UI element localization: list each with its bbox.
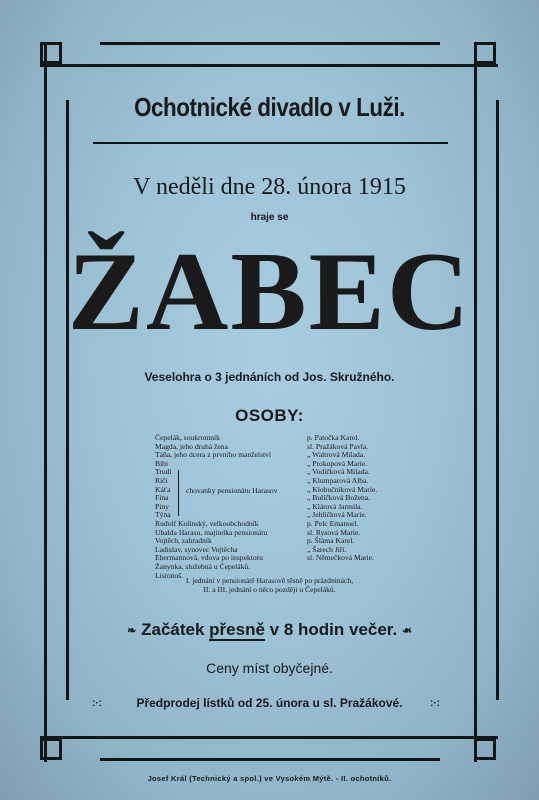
printer-imprint: Josef Král (Technický a spol.) ve Vysokém Mýtě. - II. ochotníků. (147, 774, 392, 783)
cast-row (155, 494, 405, 503)
cast-actor: „ Klátová Jarmila. (307, 501, 363, 511)
frame-corner-tr (474, 42, 496, 64)
cast-actor: „ Waltrová Milada. (307, 450, 366, 460)
frame-corner-tl (40, 42, 62, 64)
cast-list (155, 434, 405, 580)
cast-row (155, 443, 405, 452)
cast-row (155, 563, 405, 572)
cast-group-brace (178, 470, 182, 516)
frame-right-line (474, 42, 477, 762)
cast-actor: „ Prokopová Marie. (307, 458, 368, 468)
cast-actor: p. Pelc Emanuel. (307, 518, 359, 528)
frame-corner-br (474, 738, 496, 760)
cast-role: Žanynka, služebná u Čepeláků. (155, 562, 251, 571)
theatre-name: Ochotnické divadlo v Luži. (134, 92, 405, 122)
cast-actor: sl. Pražáková Pavla. (307, 441, 369, 451)
dots-right-icon: :·: (430, 698, 440, 709)
cast-role: Riči (155, 476, 168, 485)
cast-role: Ebermannová, vdova po inspektoru (155, 554, 263, 563)
cast-actor: „ Klobučníková Marie. (307, 484, 378, 494)
frame-bottom-line-2 (100, 758, 440, 761)
ornament-left-icon: ❧ (127, 625, 137, 638)
ticket-prices: Ceny míst obyčejné. (206, 660, 333, 676)
cast-actor: „ Šarech Jiří. (307, 544, 347, 554)
cast-role: Rudolf Kolinský, velkoobchodník (155, 519, 259, 528)
cast-row (155, 554, 405, 563)
cast-role: Magda, jeho druhá žena (155, 442, 228, 451)
cast-actor: „ Vodičková Milada. (307, 467, 370, 477)
cast-role: Vojtěch, zahradník (155, 537, 212, 546)
cast-actor: p. Patočka Karel. (307, 433, 360, 442)
cast-group-label: chovanky pensionátu Harasov (186, 486, 278, 495)
frame-top-line-2 (40, 64, 498, 67)
cast-row (155, 451, 405, 460)
cast-row (155, 520, 405, 529)
cast-role: Fina (155, 494, 169, 503)
play-title: ŽABEC (67, 230, 472, 354)
cast-role: Listonoš. (155, 571, 184, 580)
act-note-1: I. jednání v pensionátě Harasově těsně po prázdninách, (185, 576, 354, 585)
cast-row (155, 511, 405, 520)
dots-left-icon: :·: (92, 698, 102, 709)
cast-row (155, 537, 405, 546)
start-time (0, 620, 539, 640)
cast-role: Týna (155, 511, 171, 520)
cast-role: Bibi (155, 459, 169, 468)
cast-row (155, 503, 405, 512)
frame-top-line (100, 42, 440, 45)
start-text-emphasis: přesně (209, 620, 265, 639)
cast-role: Ubalda Harasu, majitelka pensionátu (155, 528, 268, 537)
cast-role: Táňa, jeho dcera z prvního manželství (155, 451, 271, 460)
cast-role: Trudi (155, 468, 172, 477)
performance-date: V neděli dne 28. února 1915 (133, 174, 406, 200)
frame-left-line (44, 42, 47, 762)
ornament-right-icon: ☙ (401, 625, 412, 638)
cast-heading: OSOBY: (235, 406, 304, 425)
cast-role: Káťa (155, 485, 171, 494)
cast-row (155, 529, 405, 538)
cast-actor: sl. Rysová Marie. (307, 527, 361, 537)
start-text-post: v 8 hodin večer. (264, 620, 398, 639)
frame-corner-bl (40, 738, 62, 760)
cast-actor: p. Šláma Karel. (307, 536, 355, 546)
cast-actor: „ Klumparová Alba. (307, 475, 369, 485)
cast-actor: „ Bulíčková Božena. (307, 493, 371, 503)
cast-role: Piny (155, 502, 169, 511)
cast-role: Čepelák, soukromník (155, 434, 220, 442)
act-note-2: II. a III. jednání o něco později u Čepeláků. (203, 585, 336, 594)
cast-actor: sl. Němečková Marie. (307, 553, 375, 563)
play-subtitle: Veselohra o 3 jednáních od Jos. Skružného. (144, 370, 395, 384)
start-text-pre: Začátek (141, 620, 210, 639)
plays-label: hraje se (250, 212, 289, 223)
cast-role: Ladislav, synovec Vojtěcha (155, 545, 238, 554)
cast-actor: „ Jehličková Marie. (307, 510, 367, 520)
frame-bottom-line (40, 736, 498, 739)
title-rule (93, 142, 448, 144)
presale-info: Předprodej lístků od 25. února u sl. Pražákové. (136, 696, 403, 710)
